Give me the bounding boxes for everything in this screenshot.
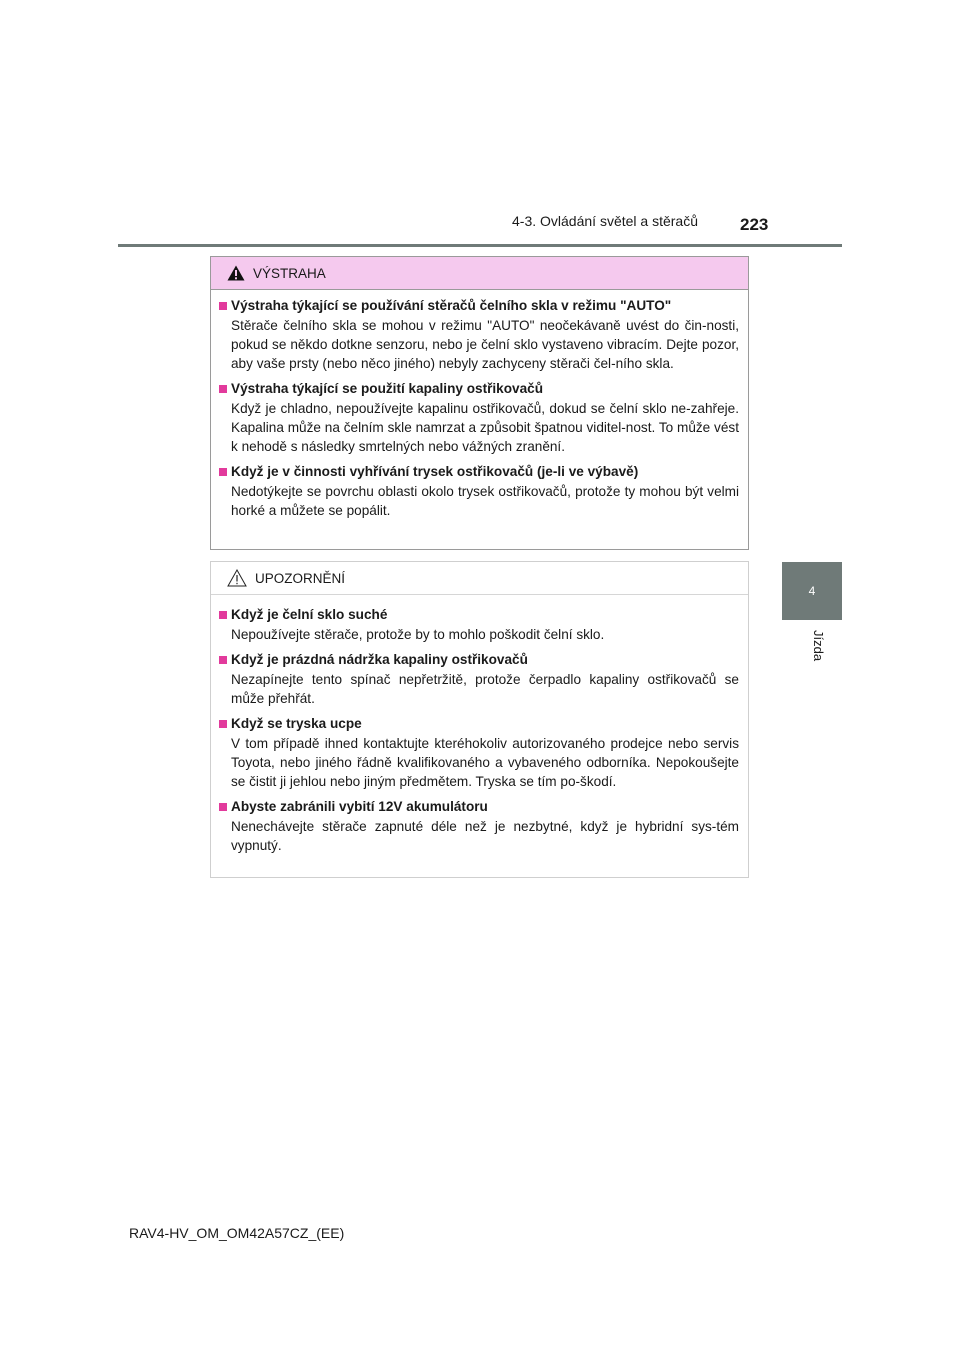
warning-item-title: Výstraha týkající se používání stěračů čelního skla v režimu "AUTO" [231,298,672,313]
bullet-square-icon [219,656,227,664]
warning-item-text: Nedotýkejte se povrchu oblasti okolo trysek ostřikovačů, protože ty mohou být velmi horké a můžete se popálit. [231,484,739,518]
caution-item-title: Abyste zabránili vybití 12V akumulátoru [231,799,488,814]
chapter-title-text: Jízda [811,630,826,662]
warning-item-title: Výstraha týkající se použití kapaliny ostřikovačů [231,381,544,396]
caution-item-text: V tom případě ihned kontaktujte kteréhokoliv autorizovaného prodejce nebo servis Toyota, nebo jiného řádně kvalifikovaného a vybaveného odborníka. Nepokoušejte se čistit ji jehlou nebo jiným předmětem. Tryska se tím po-škodí. [231,736,739,789]
caution-item [219,797,739,855]
warning-item [219,379,739,456]
bullet-square-icon [219,720,227,728]
caution-item [219,605,739,644]
warning-item-text: Stěrače čelního skla se mohou v režimu "AUTO" neočekávaně uvést do čin-nosti, pokud se někdo dotkne senzoru, nebo je čelní sklo vystaveno vibracím. Dejte pozor, aby vaše prsty (nebo něco jiného) nebyly zachyceny stěrači čel-ního skla. [231,318,739,371]
caution-box-header [211,562,748,595]
caution-item-title: Když je prázdná nádržka kapaliny ostřikovačů [231,652,528,667]
warning-item-text: Když je chladno, nepoužívejte kapalinu ostřikovačů, dokud se čelní sklo ne-zahřeje. Kapalina může na čelním skle namrzat a způsobit špatnou viditel-nost. To může vést k nehodě s následky smrtelných nebo vážných zranění. [231,401,739,454]
caution-item-text: Nenechávejte stěrače zapnuté déle než je nezbytné, když je hybridní sys-tém vypnutý. [231,819,739,853]
section-title: 4-3. Ovládání světel a stěračů [512,213,698,229]
caution-item [219,714,739,791]
caution-item [219,650,739,708]
warning-triangle-filled-icon [227,265,245,281]
caution-heading: UPOZORNĚNÍ [255,570,346,586]
bullet-square-icon [219,611,227,619]
warning-item [219,296,739,373]
bullet-square-icon [219,803,227,811]
caution-item-text: Nezapínejte tento spínač nepřetržitě, protože čerpadlo kapaliny ostřikovačů se může přehřát. [231,672,739,706]
chapter-tab: 4 [782,562,842,620]
warning-item-title: Když je v činnosti vyhřívání trysek ostřikovačů (je-li ve výbavě) [231,464,639,479]
caution-box [210,561,749,878]
caution-item-text: Nepoužívejte stěrače, protože by to mohlo poškodit čelní sklo. [231,627,605,642]
header-divider [118,244,842,247]
warning-box-header [211,257,748,290]
page-number: 223 [740,215,769,234]
chapter-title [812,630,828,670]
caution-item-title: Když je čelní sklo suché [231,607,388,622]
bullet-square-icon [219,385,227,393]
caution-item-title: Když se tryska ucpe [231,716,362,731]
warning-heading: VÝSTRAHA [253,265,326,281]
warning-box [210,256,749,550]
warning-item [219,462,739,520]
bullet-square-icon [219,302,227,310]
document-code: RAV4-HV_OM_OM42A57CZ_(EE) [129,1225,345,1241]
bullet-square-icon [219,468,227,476]
caution-triangle-outline-icon [227,569,247,587]
